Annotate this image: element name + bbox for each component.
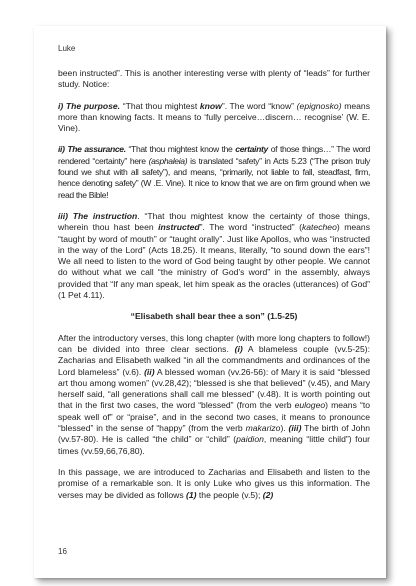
paragraph-purpose: i) The purpose. “That thou mightest know”. The word “know” (epignosko) means more than knowing facts. It means to ‘fully perceive…discern… recognise’ (W. E. Vine). xyxy=(58,100,371,134)
book-page xyxy=(34,26,386,578)
paragraph-intro: been instructed”. This is another interesting verse with plenty of “leads” for further study. Notice: xyxy=(58,68,370,90)
paragraph-passage: In this passage, we are introduced to Zacharias and Elisabeth and listen to the promise of a remarkable son. It is only Luke who gives us this information. The verses may be divided as follows (1) the people (v.5); (2) xyxy=(58,466,370,500)
running-title: Luke xyxy=(58,44,76,53)
instruction-lead: iii) The instruction xyxy=(58,210,138,221)
paragraph-overview: After the introductory verses, this long chapter (with more long chapters to follow!) can be divided into three clear sections. (i) A blameless couple (vv.5-25): Zacharias and Elisabeth walked “in all the commandments and ordinances of the Lord blameless” (v.6). (ii) A blessed woman (vv.26-56): of Mary it is said “blessed art thou among women” (vv.28,42); “blessed is she that believed” (v.45), and Mary herself said, “all generations shall call me blessed” (v.48). It is worth pointing out that in the first two cases, the word “blessed” (from the verb eulogeo) means “to speak well of” or “praise”, and in the second two cases, it means to pronounce “blessed” in the sense of “happy” (from the verb makarizo). (iii) The birth of John (vv.57-80). He is called “the child” or “child” (paidion, meaning “little child”) four times (vv.59,66,76,80). xyxy=(58,332,371,456)
paragraph-assurance: ii) The assurance. “That thou mightest know the certainty of those things…” The word rendered “certainty” here (asphaleia) is translated “safety” in Acts 5.23 (“The prison truly found we shut with all safety”), and means, “primarily, not liable to fall, steadfast, firm, hence denoting safety” (W .E. Vine). It nice to know that we are on firm ground when we read the Bible! xyxy=(58,144,370,200)
purpose-lead: i) The purpose. xyxy=(58,100,121,111)
page-body xyxy=(58,68,370,511)
page-number: 16 xyxy=(58,547,67,556)
assurance-lead: ii) The assurance. xyxy=(58,144,126,155)
section-heading: “Elisabeth shall bear thee a son” (1.5-25) xyxy=(130,311,298,322)
paragraph-instruction: iii) The instruction. “That thou mightest know the certainty of those things, wherein thou hast been instructed”. The word “instructed” (katecheo) means “taught by word of mouth” or “taught orally”. Just like Apollos, who was “instructed in the way of the Lord” (Acts 18.25). It means, literally, “to sound down the ears”! We all need to listen to the word of God being taught by other people. We cannot do without what we call “the ministry of God’s word” in the assembly, always provided that “If any man speak, let him speak as the oracles (utterances) of God” (1 Pet 4.11). xyxy=(58,210,370,301)
